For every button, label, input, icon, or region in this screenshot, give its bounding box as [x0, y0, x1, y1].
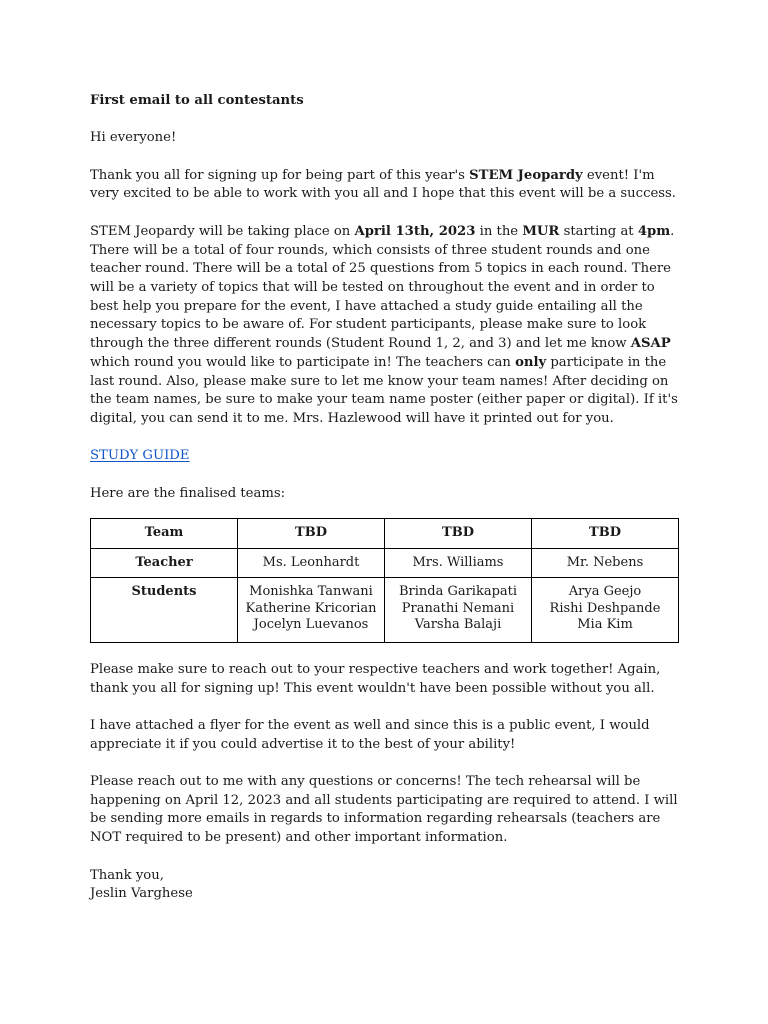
student-name: Brinda Garikapati — [398, 584, 518, 600]
paragraph-flyer: I have attached a flyer for the event as well and since this is a public event, I would appreciate it if you could advertise it to the best of your ability! — [90, 717, 650, 752]
students-cell — [385, 578, 532, 643]
details-text-g: . There will be a total of four rounds, which consists of three student rounds and one teacher round. There will be a total of 25 questions from 5 topics in each round. There will be a variety of topics that will be tested on throughout the event and in order to best help you prepare for the event, I have attached a study guide entailing all the necessary topics to be aware of. For student participants, please make sure to look through the three different rounds (Student Round 1, 2, and 3) and let me know — [90, 223, 675, 352]
only-emphasis: only — [515, 354, 547, 370]
study-guide-line — [90, 447, 680, 466]
paragraph-details — [90, 223, 680, 429]
header-cell-team-3: TBD — [532, 519, 679, 549]
details-text-e: starting at — [559, 223, 638, 239]
teacher-row — [91, 548, 679, 578]
student-name: Arya Geejo — [568, 584, 642, 600]
details-text-i: which round you would like to participate in! The teachers can — [90, 354, 516, 370]
intro-text-a: Thank you all for signing up for being part of this year's — [90, 167, 470, 183]
students-row-label: Students — [91, 578, 238, 643]
teams-table — [90, 518, 679, 643]
event-name: STEM Jeopardy — [469, 167, 583, 183]
paragraph-teamwork: Please make sure to reach out to your respective teachers and work together! Again, thank you all for signing up! This event wouldn't have been possible without you all. — [90, 661, 661, 696]
student-name: Rishi Deshpande — [549, 600, 661, 616]
email-heading: First email to all contestants — [90, 93, 304, 108]
teams-intro: Here are the finalised teams: — [90, 485, 286, 501]
students-cell — [238, 578, 385, 643]
greeting: Hi everyone! — [90, 130, 177, 146]
header-cell-team-1: TBD — [238, 519, 385, 549]
teacher-cell: Mrs. Williams — [385, 548, 532, 578]
study-guide-link[interactable]: STUDY GUIDE — [90, 448, 190, 464]
teacher-cell: Ms. Leonhardt — [238, 548, 385, 578]
event-date: April 13th, 2023 — [354, 223, 476, 239]
email-body — [90, 92, 680, 904]
asap-emphasis: ASAP — [630, 336, 671, 352]
student-name: Varsha Balaji — [414, 617, 502, 633]
students-row — [91, 578, 679, 643]
student-name: Pranathi Nemani — [401, 600, 515, 616]
event-time: 4pm — [637, 223, 671, 239]
signature: Jeslin Varghese — [90, 886, 193, 902]
details-text-a: STEM Jeopardy will be taking place on — [90, 223, 355, 239]
details-text-k: participate in the last round. Also, please make sure to let me know your team names! After deciding on the team names, be sure to make your team name poster (either paper or digital). If it's digital, you can send it to me. Mrs. Hazlewood will have it printed out for you. — [90, 354, 678, 426]
student-name: Mia Kim — [577, 617, 633, 633]
students-cell — [532, 578, 679, 643]
student-name: Jocelyn Luevanos — [253, 617, 369, 633]
closing: Thank you, — [90, 867, 164, 883]
student-name: Katherine Kricorian — [245, 600, 377, 616]
paragraph-rehearsal: Please reach out to me with any questions or concerns! The tech rehearsal will be happening on April 12, 2023 and all students participating are required to attend. I will be sending more emails in regards to information regarding rehearsals (teachers are NOT required to be present) and other important information. — [90, 774, 678, 846]
header-cell-team: Team — [91, 519, 238, 549]
details-text-c: in the — [475, 223, 523, 239]
teacher-row-label: Teacher — [91, 548, 238, 578]
teacher-cell: Mr. Nebens — [532, 548, 679, 578]
table-header-row — [91, 519, 679, 549]
paragraph-intro — [90, 167, 680, 204]
student-name: Monishka Tanwani — [249, 584, 373, 600]
event-location: MUR — [522, 223, 560, 239]
intro-text-c: event! I'm very excited to be able to work with you all and I hope that this event will be a success. — [90, 167, 676, 202]
header-cell-team-2: TBD — [385, 519, 532, 549]
